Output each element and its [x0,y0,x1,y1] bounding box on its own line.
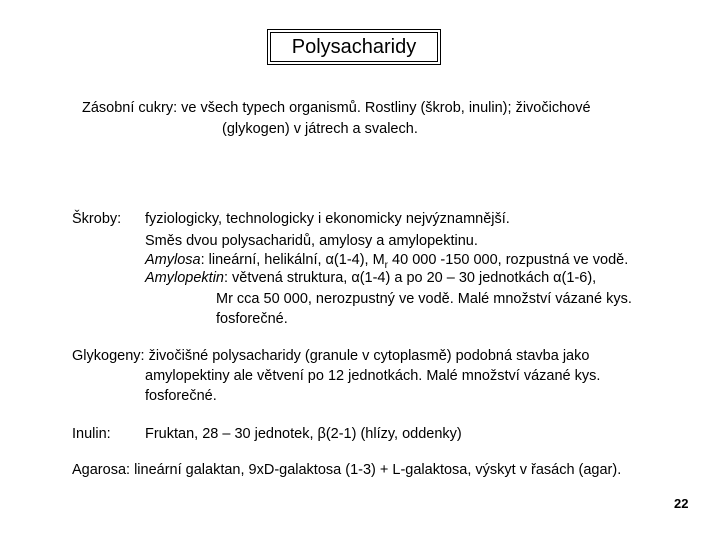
page-number: 22 [674,496,689,511]
amylopektin-term: Amylopektin [145,270,224,286]
amylosa-term: Amylosa [145,252,201,268]
intro-line-1: Zásobní cukry: ve všech typech organismů. Rostliny (škrob, inulin); živočichové [82,100,591,116]
skroby-line-1: fyziologicky, technologicky i ekonomicky nejvýznamnější. [145,211,510,227]
agarosa-line: Agarosa: lineární galaktan, 9xD-galaktosa (1-3) + L-galaktosa, výskyt v řasách (agar). [72,462,622,478]
title-box [267,29,441,65]
inulin-text: Fruktan, 28 – 30 jednotek, β(2-1) (hlízy, oddenky) [145,426,462,442]
glykogeny-line-3: fosforečné. [145,388,217,404]
glykogeny-line-2: amylopektiny ale větvení po 12 jednotkách. Malé množství vázané kys. [145,368,601,384]
skroby-line-5: Mr cca 50 000, nerozpustný ve vodě. Malé množství vázané kys. [216,291,632,307]
inulin-label: Inulin: [72,426,111,442]
skroby-label: Škroby: [72,211,122,227]
glykogeny-line-1: Glykogeny: živočišné polysacharidy (granule v cytoplasmě) podobná stavba jako [72,348,590,364]
page-title: Polysacharidy [291,35,417,58]
amylopektin-line [145,268,596,288]
amylopektin-text: : větvená struktura, α(1-4) a po 20 – 30 jednotkách α(1-6), [223,270,597,286]
skroby-line-2: Směs dvou polysacharidů, amylosy a amylopektinu. [145,233,478,249]
skroby-line-6: fosforečné. [216,311,288,327]
intro-line-2: (glykogen) v játrech a svalech. [222,121,418,137]
amylosa-text-a: : lineární, helikální, α(1-4), M [200,252,385,268]
amylosa-text-b: 40 000 -150 000, rozpustná ve vodě. [388,252,629,268]
amylosa-sub: r [384,259,389,271]
